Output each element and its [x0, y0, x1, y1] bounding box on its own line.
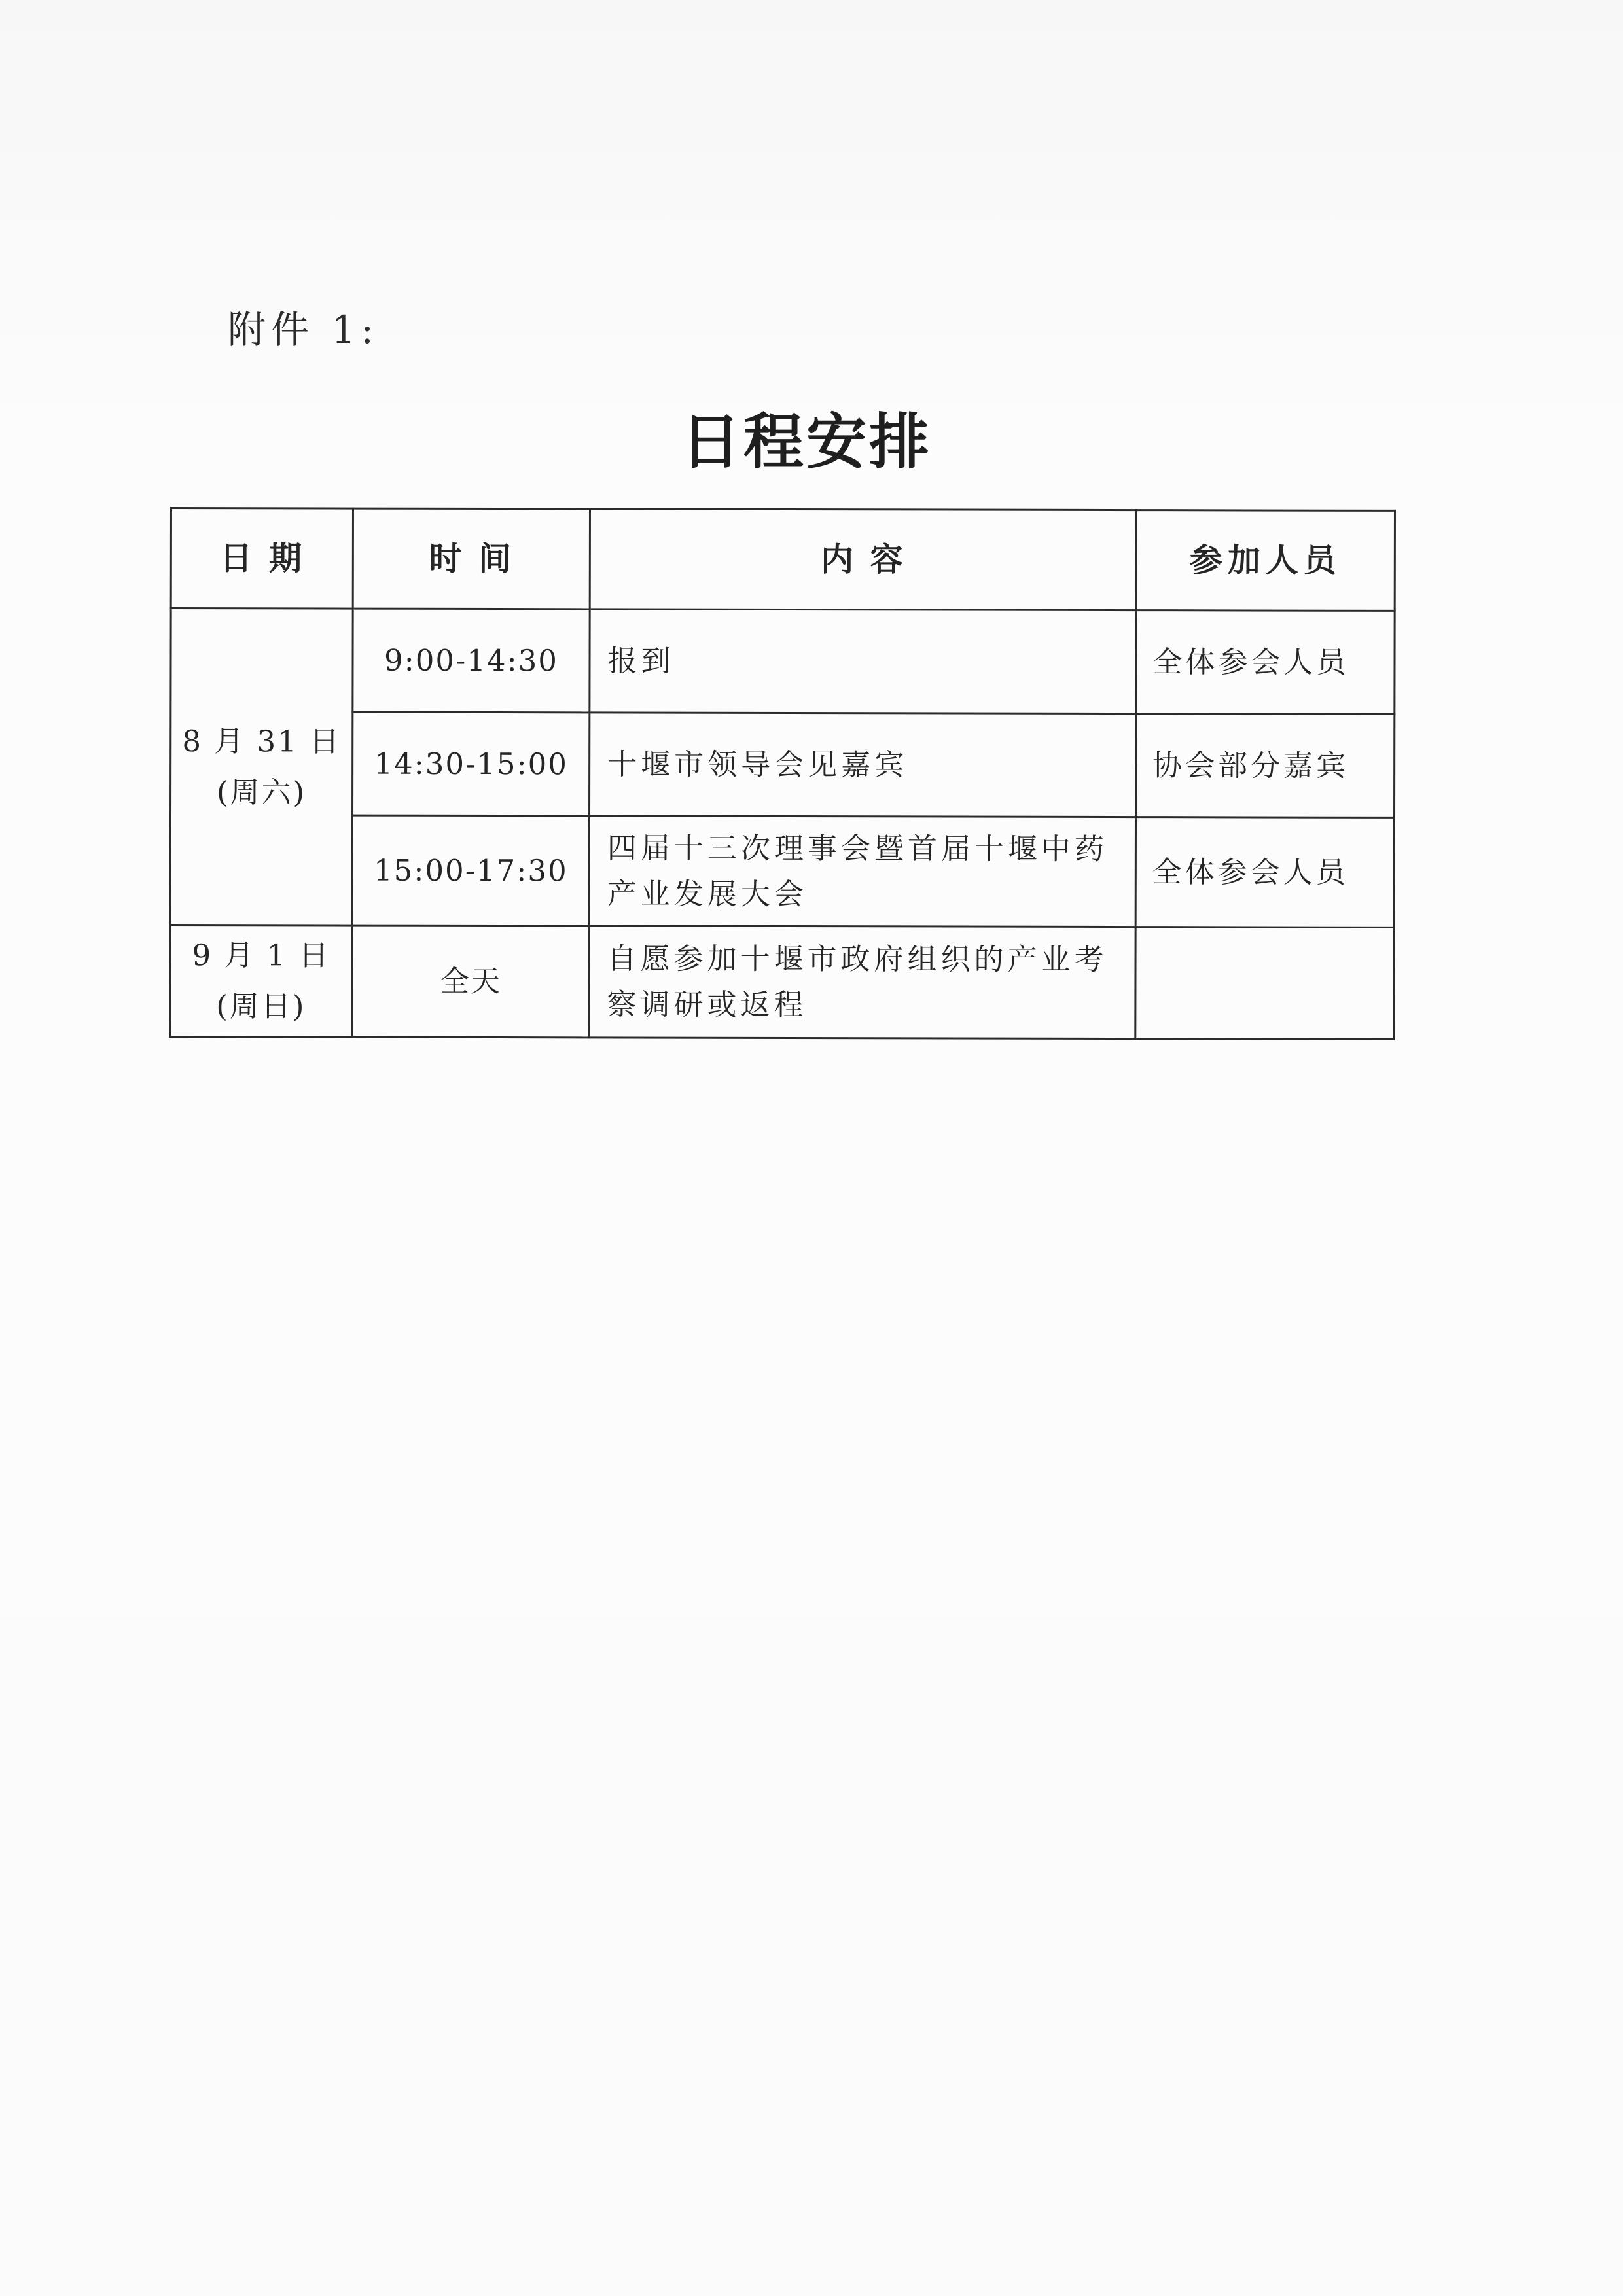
- date-day1-line2: (周六): [216, 774, 307, 809]
- table-row: [171, 712, 1395, 818]
- header-content: 内 容: [590, 509, 1136, 610]
- date-cell-day1: [170, 609, 353, 926]
- participants-cell: 协会部分嘉宾: [1136, 714, 1395, 818]
- time-cell: 14:30-15:00: [353, 712, 590, 816]
- content-line: 产业发展大会: [607, 875, 808, 911]
- schedule-table: [169, 507, 1396, 1040]
- date-cell-day2: [170, 925, 352, 1038]
- content-cell: [589, 816, 1135, 927]
- document-title: 日程安排: [681, 407, 933, 477]
- participants-cell: 全体参会人员: [1136, 610, 1395, 715]
- content-cell: [589, 926, 1135, 1039]
- time-cell: 全天: [352, 925, 589, 1038]
- date-day1-line1: 8 月 31 日: [182, 723, 342, 759]
- content-line: 察调研或返程: [607, 987, 808, 1023]
- time-cell: 9:00-14:30: [353, 609, 590, 713]
- header-participants: 参加人员: [1136, 510, 1395, 611]
- content-cell: 报到: [590, 609, 1136, 714]
- time-cell: 15:00-17:30: [352, 815, 589, 926]
- table-row: [171, 609, 1395, 715]
- header-time: 时 间: [353, 508, 590, 609]
- date-day2-line1: 9 月 1 日: [192, 938, 330, 973]
- content-cell: 十堰市领导会见嘉宾: [590, 713, 1136, 817]
- attachment-label: 附件 1:: [228, 308, 379, 352]
- table-row: [170, 815, 1394, 928]
- table-row: [170, 925, 1394, 1040]
- participants-cell: [1135, 927, 1394, 1040]
- header-date: 日 期: [171, 508, 353, 609]
- table-header-row: [171, 508, 1395, 611]
- participants-cell: 全体参会人员: [1135, 817, 1394, 928]
- content-line: 四届十三次理事会暨首届十堰中药: [607, 830, 1108, 866]
- date-day2-line2: (周日): [216, 989, 306, 1024]
- content-line: 自愿参加十堰市政府组织的产业考: [607, 941, 1108, 978]
